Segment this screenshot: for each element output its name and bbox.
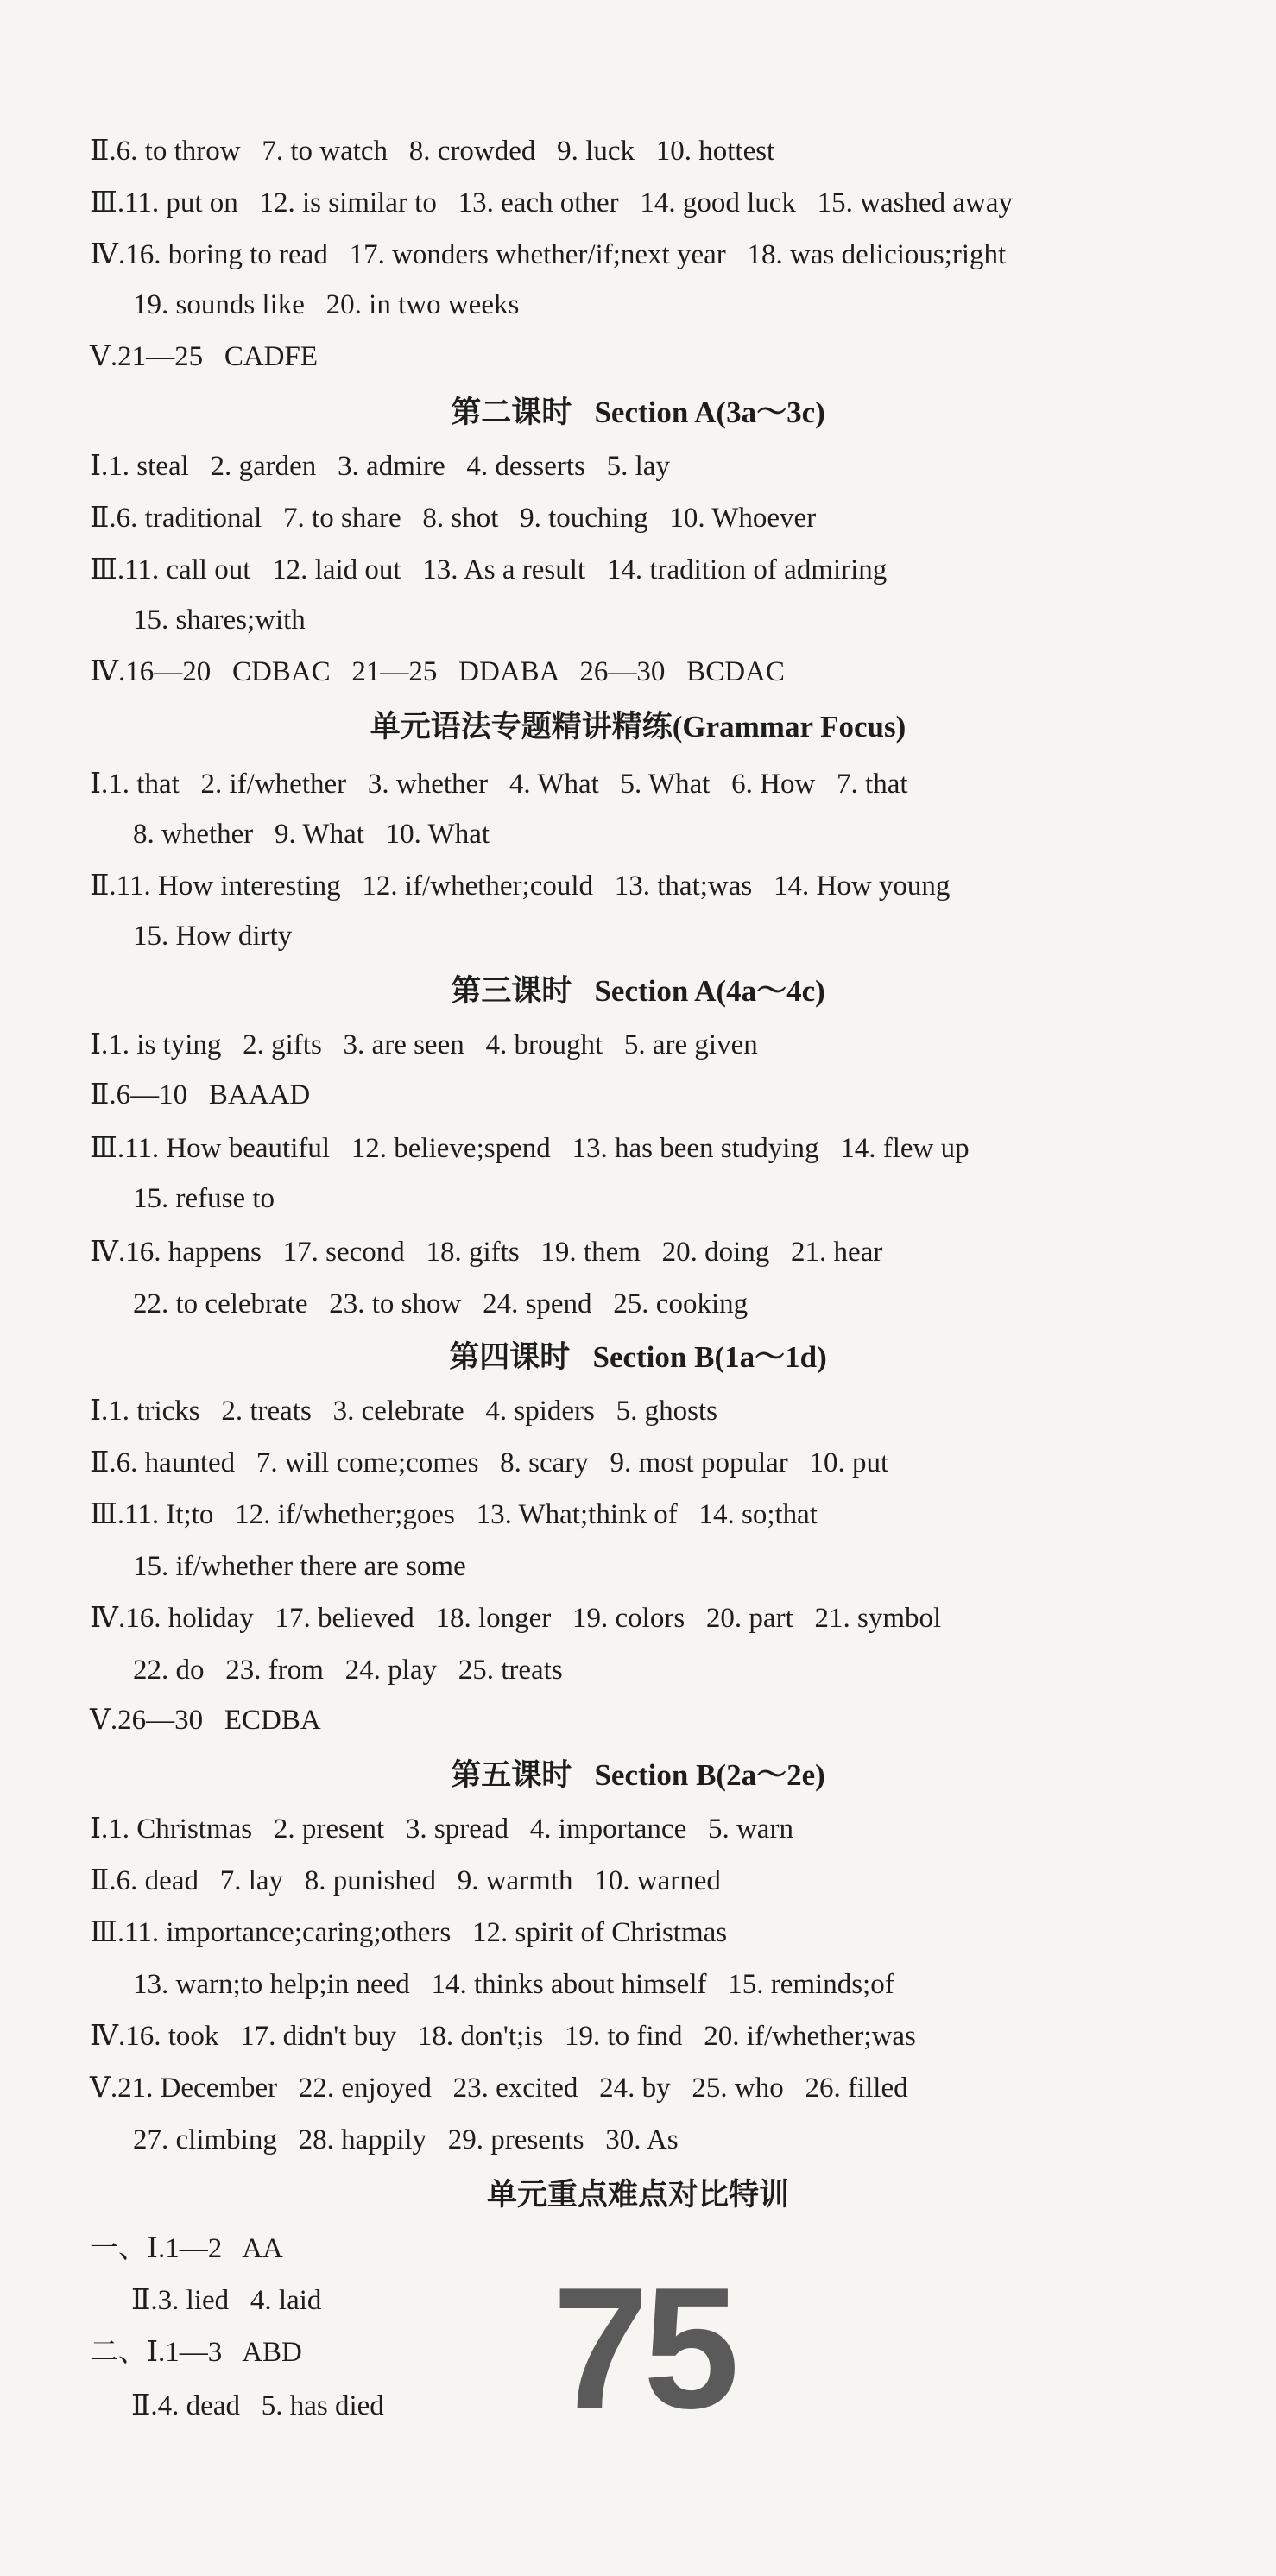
answer-line: Ⅳ.16. happens 17. second 18. gifts 19. them 20. doing 21. hear: [90, 1237, 883, 1268]
page-number: 75: [553, 2252, 735, 2445]
answer-line: 一、Ⅰ.1—2 AA: [90, 2233, 283, 2264]
section-heading: 单元重点难点对比特训: [486, 2178, 789, 2212]
answer-line: 13. warn;to help;in need 14. thinks about himself 15. reminds;of: [133, 1969, 894, 2000]
section-heading: 第三课时 Section A(4a～4c): [451, 974, 825, 1008]
answer-line: Ⅰ.1. Christmas 2. present 3. spread 4. importance 5. warn: [90, 1813, 793, 1845]
answer-line: 8. whether 9. What 10. What: [133, 819, 490, 850]
answer-line: Ⅳ.16. took 17. didn't buy 18. don't;is 19. to find 20. if/whether;was: [90, 2021, 916, 2052]
answer-line: Ⅰ.1. that 2. if/whether 3. whether 4. What 5. What 6. How 7. that: [90, 769, 908, 800]
answer-line: Ⅰ.1. tricks 2. treats 3. celebrate 4. spiders 5. ghosts: [90, 1396, 717, 1427]
answer-line: Ⅳ.16. holiday 17. believed 18. longer 19. colors 20. part 21. symbol: [90, 1603, 942, 1634]
answer-line: Ⅴ.26—30 ECDBA: [90, 1705, 321, 1736]
answer-line: 22. to celebrate 23. to show 24. spend 25. cooking: [133, 1288, 749, 1320]
answer-line: Ⅱ.6. haunted 7. will come;comes 8. scary 9. most popular 10. put: [90, 1447, 889, 1478]
answer-line: 15. shares;with: [133, 604, 306, 636]
answer-line: Ⅲ.11. put on 12. is similar to 13. each other 14. good luck 15. washed away: [90, 187, 1014, 218]
answer-line: 15. refuse to: [133, 1183, 275, 1214]
answer-line: Ⅱ.6—10 BAAAD: [90, 1079, 311, 1111]
answer-line: Ⅴ.21. December 22. enjoyed 23. excited 24. by 25. who 26. filled: [90, 2073, 908, 2104]
answer-line: Ⅱ.6. to throw 7. to watch 8. crowded 9. luck 10. hottest: [90, 136, 775, 167]
answer-line: Ⅱ.4. dead 5. has died: [131, 2390, 384, 2421]
answer-line: Ⅰ.1. steal 2. garden 3. admire 4. desserts 5. lay: [90, 451, 670, 482]
section-heading: 第二课时 Section A(3a～3c): [451, 396, 825, 429]
answer-line: Ⅱ.6. traditional 7. to share 8. shot 9. touching 10. Whoever: [90, 503, 817, 534]
section-heading: 第四课时 Section B(1a～1d): [449, 1340, 827, 1374]
answer-line: 二、Ⅰ.1—3 ABD: [90, 2337, 302, 2368]
answer-line: Ⅰ.1. is tying 2. gifts 3. are seen 4. brought 5. are given: [90, 1029, 758, 1060]
answer-line: 19. sounds like 20. in two weeks: [133, 289, 520, 320]
answer-line: 22. do 23. from 24. play 25. treats: [133, 1655, 563, 1686]
answer-line: Ⅱ.11. How interesting 12. if/whether;could 13. that;was 14. How young: [90, 870, 951, 902]
answer-line: 27. climbing 28. happily 29. presents 30. As: [133, 2124, 679, 2155]
section-heading: 单元语法专题精讲精练(Grammar Focus): [370, 710, 906, 744]
answer-line: Ⅲ.11. importance;caring;others 12. spirit of Christmas: [90, 1917, 728, 1948]
answer-line: Ⅲ.11. call out 12. laid out 13. As a result 14. tradition of admiring: [90, 554, 888, 585]
answer-line: 15. How dirty: [133, 921, 293, 952]
answer-line: Ⅳ.16—20 CDBAC 21—25 DDABA 26—30 BCDAC: [90, 656, 785, 687]
answer-line: 15. if/whether there are some: [133, 1551, 466, 1582]
answer-line: Ⅴ.21—25 CADFE: [90, 341, 319, 372]
section-heading: 第五课时 Section B(2a～2e): [451, 1758, 825, 1792]
answer-line: Ⅳ.16. boring to read 17. wonders whether/if;next year 18. was delicious;right: [90, 239, 1007, 270]
answer-line: Ⅱ.6. dead 7. lay 8. punished 9. warmth 10. warned: [90, 1865, 721, 1896]
answer-line: Ⅱ.3. lied 4. laid: [131, 2285, 322, 2316]
answer-line: Ⅲ.11. How beautiful 12. believe;spend 13. has been studying 14. flew up: [90, 1133, 970, 1164]
answer-line: Ⅲ.11. It;to 12. if/whether;goes 13. What;think of 14. so;that: [90, 1499, 818, 1530]
